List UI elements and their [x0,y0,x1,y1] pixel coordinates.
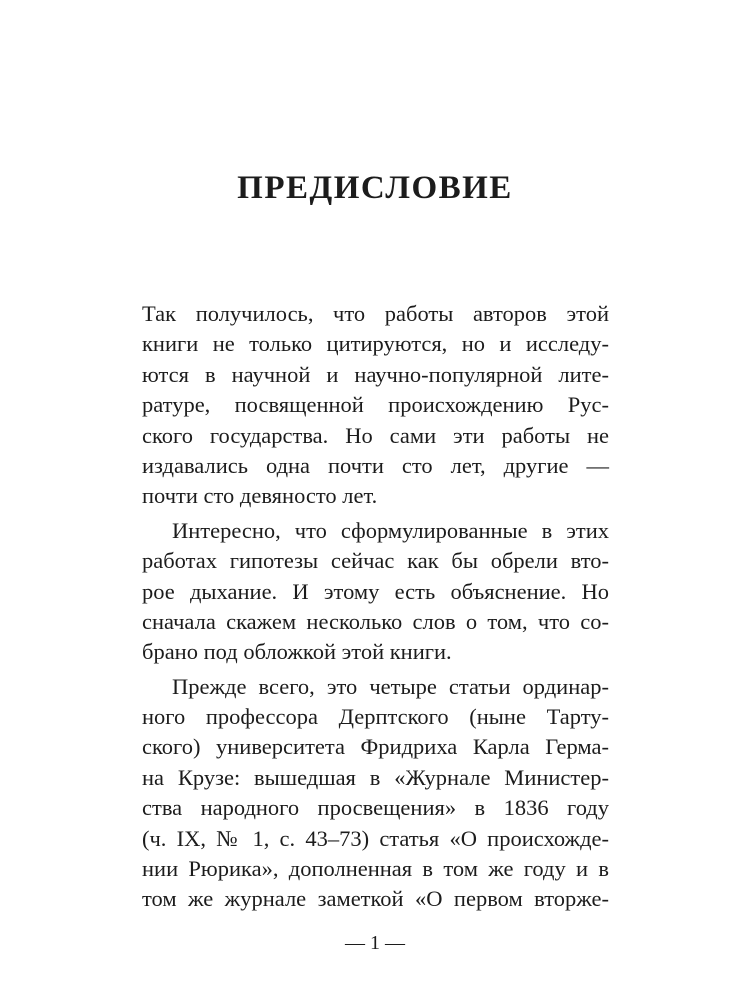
text-line: ского) университета Фридриха Карла Герма- [142,734,609,760]
body-text [142,299,609,915]
page-number: — 1 — [345,932,405,954]
text-line: книги не только цитируются, но и исследу- [142,331,609,357]
text-line: ского государства. Но сами эти работы не [142,422,609,448]
chapter-title: ПРЕДИСЛОВИЕ [237,170,513,206]
text-line: том же журнале заметкой «О первом вторже- [142,886,609,912]
paragraph [142,299,609,512]
paragraph [142,516,609,668]
text-line: на Крузе: вышедшая в «Журнале Министер- [142,764,609,790]
paragraph [142,672,609,915]
text-line: сначала скажем несколько слов о том, что со- [142,608,609,634]
text-line: ного профессора Дерптского (ныне Тарту- [142,704,609,730]
text-line: Прежде всего, это четыре статьи ординар- [172,673,609,699]
text-line: ства народного просвещения» в 1836 году [142,795,609,821]
text-line: Интересно, что сформулированные в этих [172,517,609,543]
text-line: работах гипотезы сейчас как бы обрели вто- [142,548,609,574]
text-line: брано под обложкой этой книги. [142,639,452,665]
text-line: нии Рюрика», дополненная в том же году и в [142,856,609,882]
text-line: почти сто девяносто лет. [142,483,378,509]
text-line: (ч. IX, № 1, с. 43–73) статья «О происхожде- [142,825,609,851]
text-line: издавались одна почти сто лет, другие — [142,452,609,478]
text-line: рое дыхание. И этому есть объяснение. Но [142,578,609,604]
text-line: ратуре, посвященной происхождению Рус- [142,392,609,418]
text-line: ются в научной и научно-популярной лите- [142,361,609,387]
text-line: Так получилось, что работы авторов этой [142,301,609,326]
